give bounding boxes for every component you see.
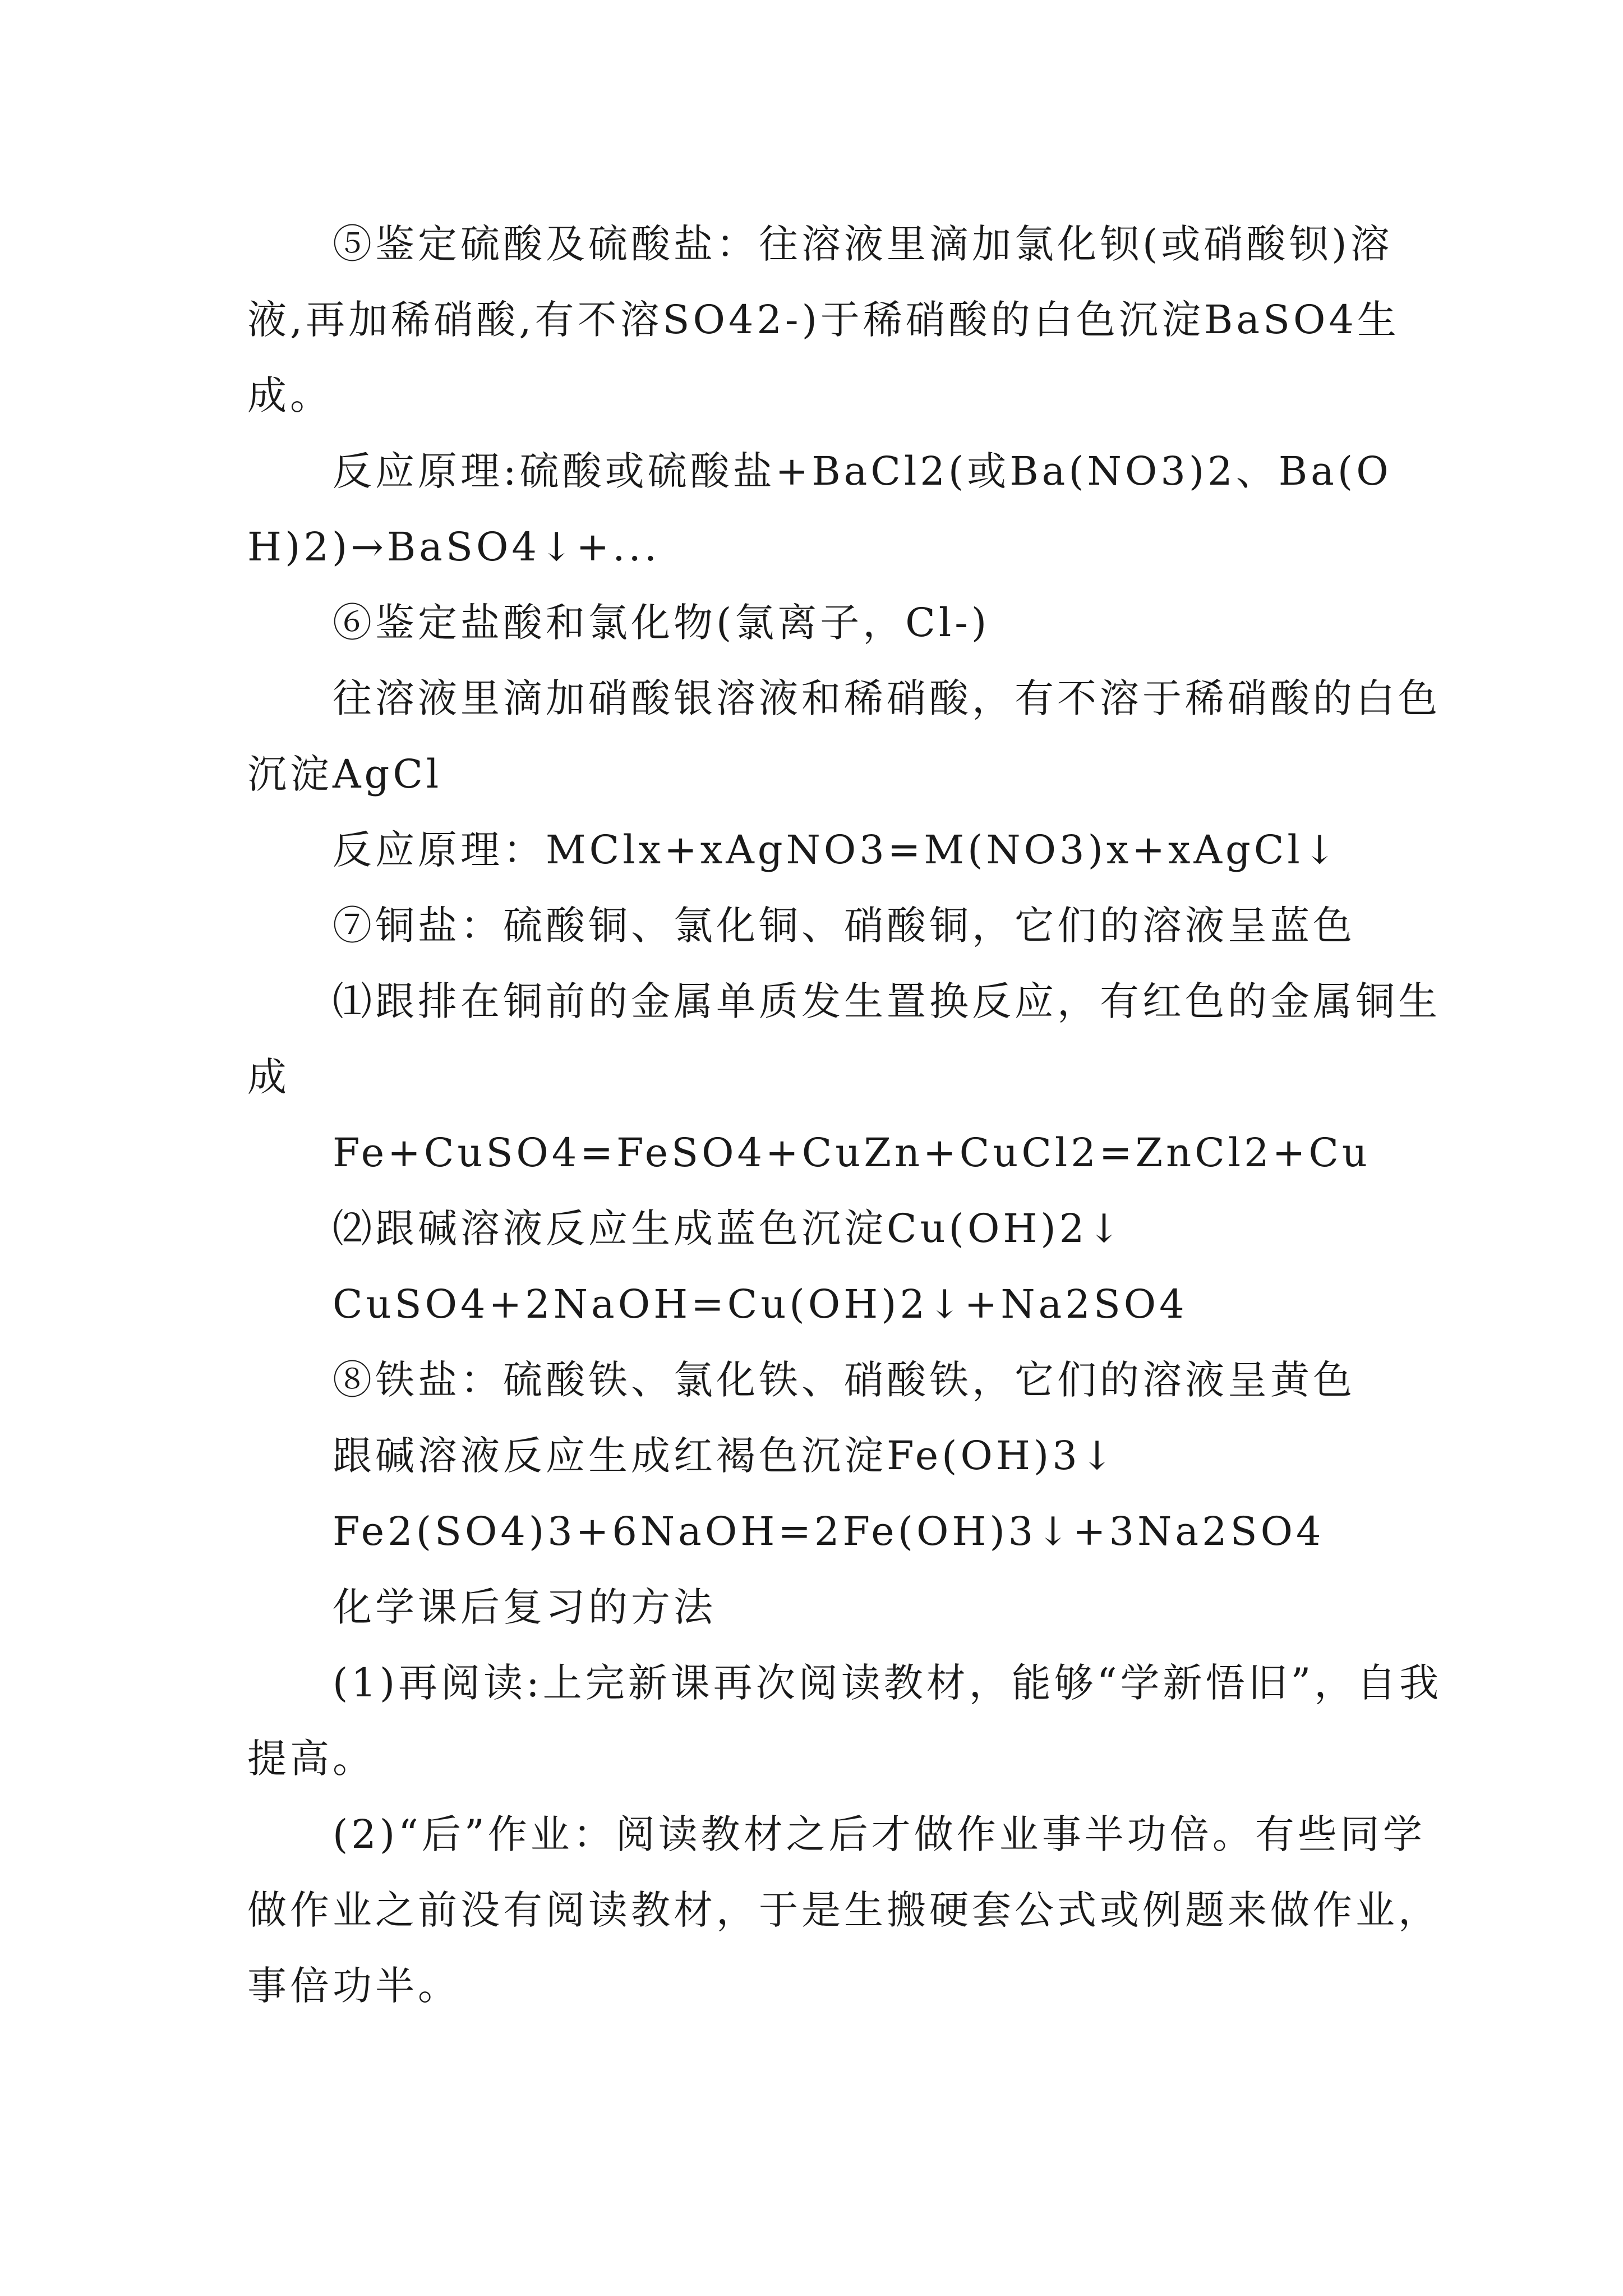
paragraph-copper-base: ⑵跟碱溶液反应生成蓝色沉淀Cu(OH)2↓ (333, 1205, 1124, 1251)
paragraph-chloride-method: 往溶液里滴加硝酸银溶液和稀硝酸，有不溶于稀硝酸的白色沉淀AgCl (247, 675, 1441, 797)
paragraph-iron-base-equation: Fe2(SO4)3+6NaOH=2Fe(OH)3↓+3Na2SO4 (333, 1508, 1325, 1554)
document-body (247, 206, 1447, 2024)
paragraph-copper-displacement-equation: Fe+CuSO4=FeSO4+CuZn+CuCl2=ZnCl2+Cu (333, 1130, 1371, 1176)
paragraph-copper-salts: ⑦铜盐：硫酸铜、氯化铜、硝酸铜，它们的溶液呈蓝色 (333, 903, 1355, 949)
paragraph-sulfate-reaction: 反应原理:硫酸或硫酸盐+BaCl2(或Ba(NO3)2、Ba(OH)2)→BaSO4↓+... (247, 448, 1392, 570)
paragraph-reread: (1)再阅读:上完新课再次阅读教材，能够“学新悟旧”，自我提高。 (247, 1660, 1442, 1782)
section-heading-review-methods: 化学课后复习的方法 (333, 1584, 716, 1630)
paragraph-homework: (2)“后”作业：阅读教材之后才做作业事半功倍。有些同学做作业之前没有阅读教材，于是生搬硬套公式或例题来做作业，事倍功半。 (247, 1811, 1441, 2009)
paragraph-iron-base: 跟碱溶液反应生成红褐色沉淀Fe(OH)3↓ (333, 1433, 1117, 1479)
paragraph-identify-chloride: ⑥鉴定盐酸和氯化物(氯离子，Cl-) (333, 600, 990, 646)
paragraph-chloride-reaction: 反应原理：MClx+xAgNO3=M(NO3)x+xAgCl↓ (333, 827, 1340, 873)
paragraph-copper-base-equation: CuSO4+2NaOH=Cu(OH)2↓+Na2SO4 (333, 1281, 1188, 1327)
paragraph-identify-sulfate: ⑤鉴定硫酸及硫酸盐：往溶液里滴加氯化钡(或硝酸钡)溶液,再加稀硝酸,有不溶SO42-)于稀硝酸的白色沉淀BaSO4生成。 (247, 221, 1400, 418)
paragraph-copper-displacement: ⑴跟排在铜前的金属单质发生置换反应，有红色的金属铜生成 (247, 978, 1441, 1100)
paragraph-iron-salts: ⑧铁盐：硫酸铁、氯化铁、硝酸铁，它们的溶液呈黄色 (333, 1357, 1355, 1403)
